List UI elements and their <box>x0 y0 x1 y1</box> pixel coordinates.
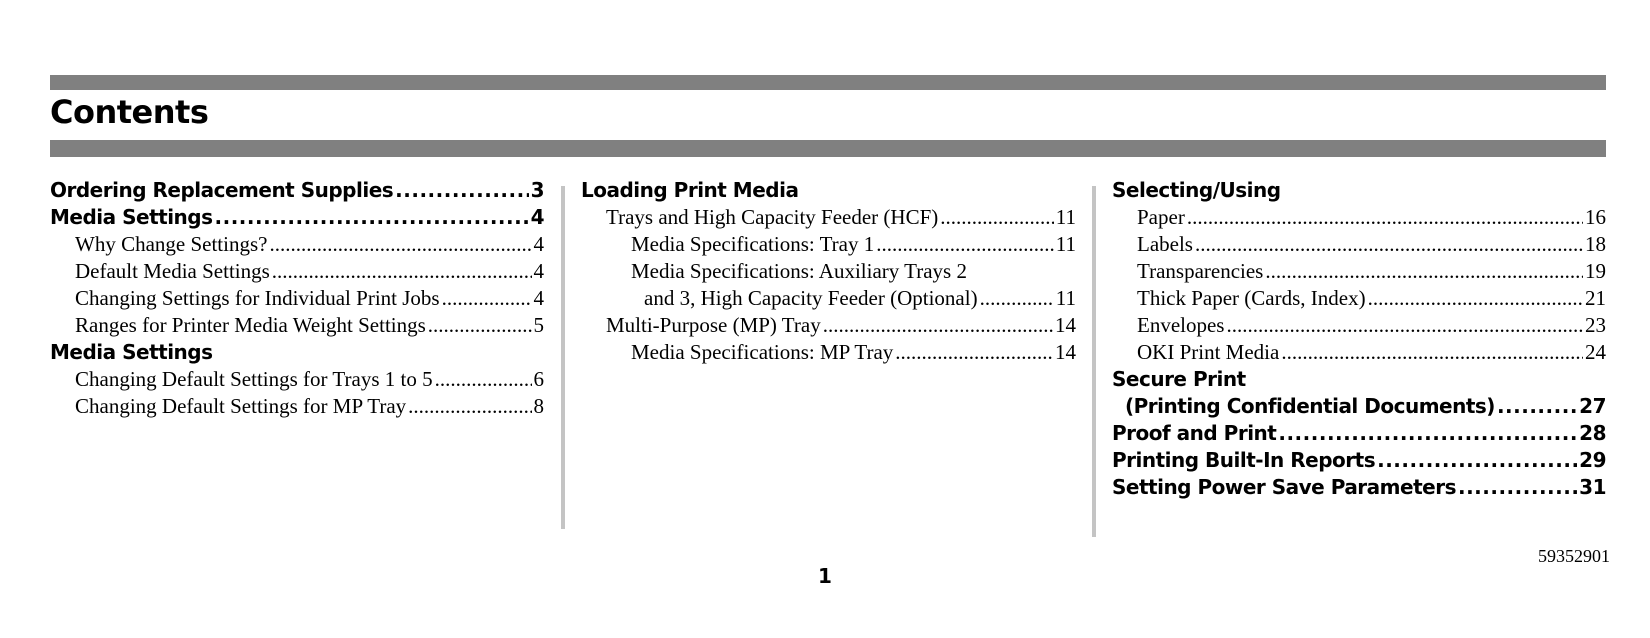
toc-title: and 3, High Capacity Feeder (Optional) <box>644 286 978 310</box>
toc-title: Ordering Replacement Supplies <box>50 178 394 202</box>
title-rule <box>50 140 1606 157</box>
toc-entry[interactable] <box>1112 286 1606 313</box>
toc-title: Media Specifications: Auxiliary Trays 2 <box>631 259 967 283</box>
toc-title: Media Specifications: Tray 1 <box>631 232 875 256</box>
toc-heading[interactable] <box>1112 475 1606 502</box>
toc-entry[interactable] <box>581 232 1076 259</box>
toc-entry[interactable] <box>1112 232 1606 259</box>
leader-dots <box>408 394 531 419</box>
toc-entry[interactable] <box>1112 259 1606 286</box>
toc-column-3 <box>1112 178 1606 502</box>
toc-page: 11 <box>1055 205 1076 229</box>
toc-page: 8 <box>533 394 544 418</box>
leader-dots <box>1226 313 1583 338</box>
toc-title: Setting Power Save Parameters <box>1112 475 1456 499</box>
leader-dots <box>1281 340 1583 365</box>
toc-entry[interactable] <box>50 286 544 313</box>
toc-heading[interactable] <box>1112 394 1606 421</box>
toc-entry[interactable] <box>50 259 544 286</box>
toc-title: Loading Print Media <box>581 178 799 202</box>
toc-title: Default Media Settings <box>75 259 270 283</box>
toc-heading[interactable] <box>50 178 544 205</box>
top-rule <box>50 75 1606 90</box>
toc-page: 23 <box>1585 313 1606 337</box>
toc-page: 6 <box>533 367 544 391</box>
toc-entry[interactable] <box>1112 313 1606 340</box>
toc-page: 18 <box>1585 232 1606 256</box>
leader-dots <box>1497 394 1577 418</box>
toc-title: Thick Paper (Cards, Index) <box>1137 286 1366 310</box>
toc-title: OKI Print Media <box>1137 340 1280 364</box>
page-title: Contents <box>50 93 209 131</box>
toc-title: Changing Default Settings for MP Tray <box>75 394 407 418</box>
toc-title: Media Settings <box>50 340 213 364</box>
toc-title: Media Specifications: MP Tray <box>631 340 894 364</box>
toc-heading[interactable] <box>50 205 544 232</box>
toc-entry[interactable] <box>50 394 544 421</box>
toc-title: Transparencies <box>1137 259 1264 283</box>
toc-page: 29 <box>1579 448 1606 472</box>
toc-entry[interactable] <box>581 205 1076 232</box>
toc-entry[interactable] <box>50 367 544 394</box>
toc-title: Why Change Settings? <box>75 232 268 256</box>
toc-page: 24 <box>1585 340 1606 364</box>
toc-page: 14 <box>1055 313 1076 337</box>
toc-title: Selecting/Using <box>1112 178 1281 202</box>
toc-entry[interactable] <box>581 286 1076 313</box>
toc-title: Printing Built-In Reports <box>1112 448 1376 472</box>
toc-page: 19 <box>1585 259 1606 283</box>
leader-dots <box>215 205 529 229</box>
toc-title: Paper <box>1137 205 1185 229</box>
leader-dots <box>1377 448 1577 472</box>
toc-title: Labels <box>1137 232 1193 256</box>
toc-entry[interactable] <box>1112 205 1606 232</box>
toc-title: Trays and High Capacity Feeder (HCF) <box>606 205 939 229</box>
toc-entry[interactable] <box>50 313 544 340</box>
leader-dots <box>1278 421 1577 445</box>
leader-dots <box>442 286 532 311</box>
toc-entry[interactable] <box>581 340 1076 367</box>
leader-dots <box>272 259 532 284</box>
toc-page: 5 <box>533 313 544 337</box>
leader-dots <box>940 205 1054 230</box>
toc-page: 4 <box>533 259 544 283</box>
toc-page: 31 <box>1579 475 1606 499</box>
toc-heading[interactable] <box>581 178 1076 205</box>
leader-dots <box>1265 259 1583 284</box>
leader-dots <box>428 313 532 338</box>
toc-heading[interactable] <box>1112 367 1606 394</box>
leader-dots <box>1458 475 1577 499</box>
toc-page: 16 <box>1585 205 1606 229</box>
leader-dots <box>395 178 528 202</box>
toc-page: 4 <box>533 286 544 310</box>
document-number: 59352901 <box>1538 546 1610 566</box>
toc-page: 4 <box>530 205 544 229</box>
toc-page: 27 <box>1579 394 1606 418</box>
leader-dots <box>876 232 1054 257</box>
toc-column-2 <box>581 178 1076 367</box>
toc-title: Changing Default Settings for Trays 1 to 5 <box>75 367 433 391</box>
column-divider <box>1092 186 1096 537</box>
toc-title: (Printing Confidential Documents) <box>1125 394 1495 418</box>
leader-dots <box>1368 286 1583 311</box>
leader-dots <box>823 313 1053 338</box>
leader-dots <box>1187 205 1583 230</box>
toc-title: Multi-Purpose (MP) Tray <box>606 313 821 337</box>
toc-page: 11 <box>1055 232 1076 256</box>
toc-title: Envelopes <box>1137 313 1225 337</box>
toc-heading[interactable] <box>1112 448 1606 475</box>
toc-page: 14 <box>1055 340 1076 364</box>
toc-column-1 <box>50 178 544 421</box>
toc-title: Proof and Print <box>1112 421 1277 445</box>
leader-dots <box>1195 232 1583 257</box>
column-divider <box>561 186 565 529</box>
toc-heading[interactable] <box>50 340 544 367</box>
toc-heading[interactable] <box>1112 421 1606 448</box>
leader-dots <box>895 340 1053 365</box>
leader-dots <box>435 367 532 392</box>
toc-entry[interactable] <box>50 232 544 259</box>
toc-entry[interactable] <box>581 313 1076 340</box>
toc-entry[interactable] <box>1112 340 1606 367</box>
leader-dots <box>980 286 1054 311</box>
toc-page: 21 <box>1585 286 1606 310</box>
toc-title: Changing Settings for Individual Print Jobs <box>75 286 440 310</box>
toc-title: Ranges for Printer Media Weight Settings <box>75 313 426 337</box>
page-number: 1 <box>818 564 832 588</box>
toc-page: 28 <box>1579 421 1606 445</box>
toc-title: Secure Print <box>1112 367 1246 391</box>
toc-page: 4 <box>533 232 544 256</box>
toc-page: 3 <box>530 178 544 202</box>
leader-dots <box>269 232 531 257</box>
toc-heading[interactable] <box>1112 178 1606 205</box>
toc-entry[interactable] <box>581 259 1076 286</box>
toc-page: 11 <box>1055 286 1076 310</box>
toc-title: Media Settings <box>50 205 213 229</box>
